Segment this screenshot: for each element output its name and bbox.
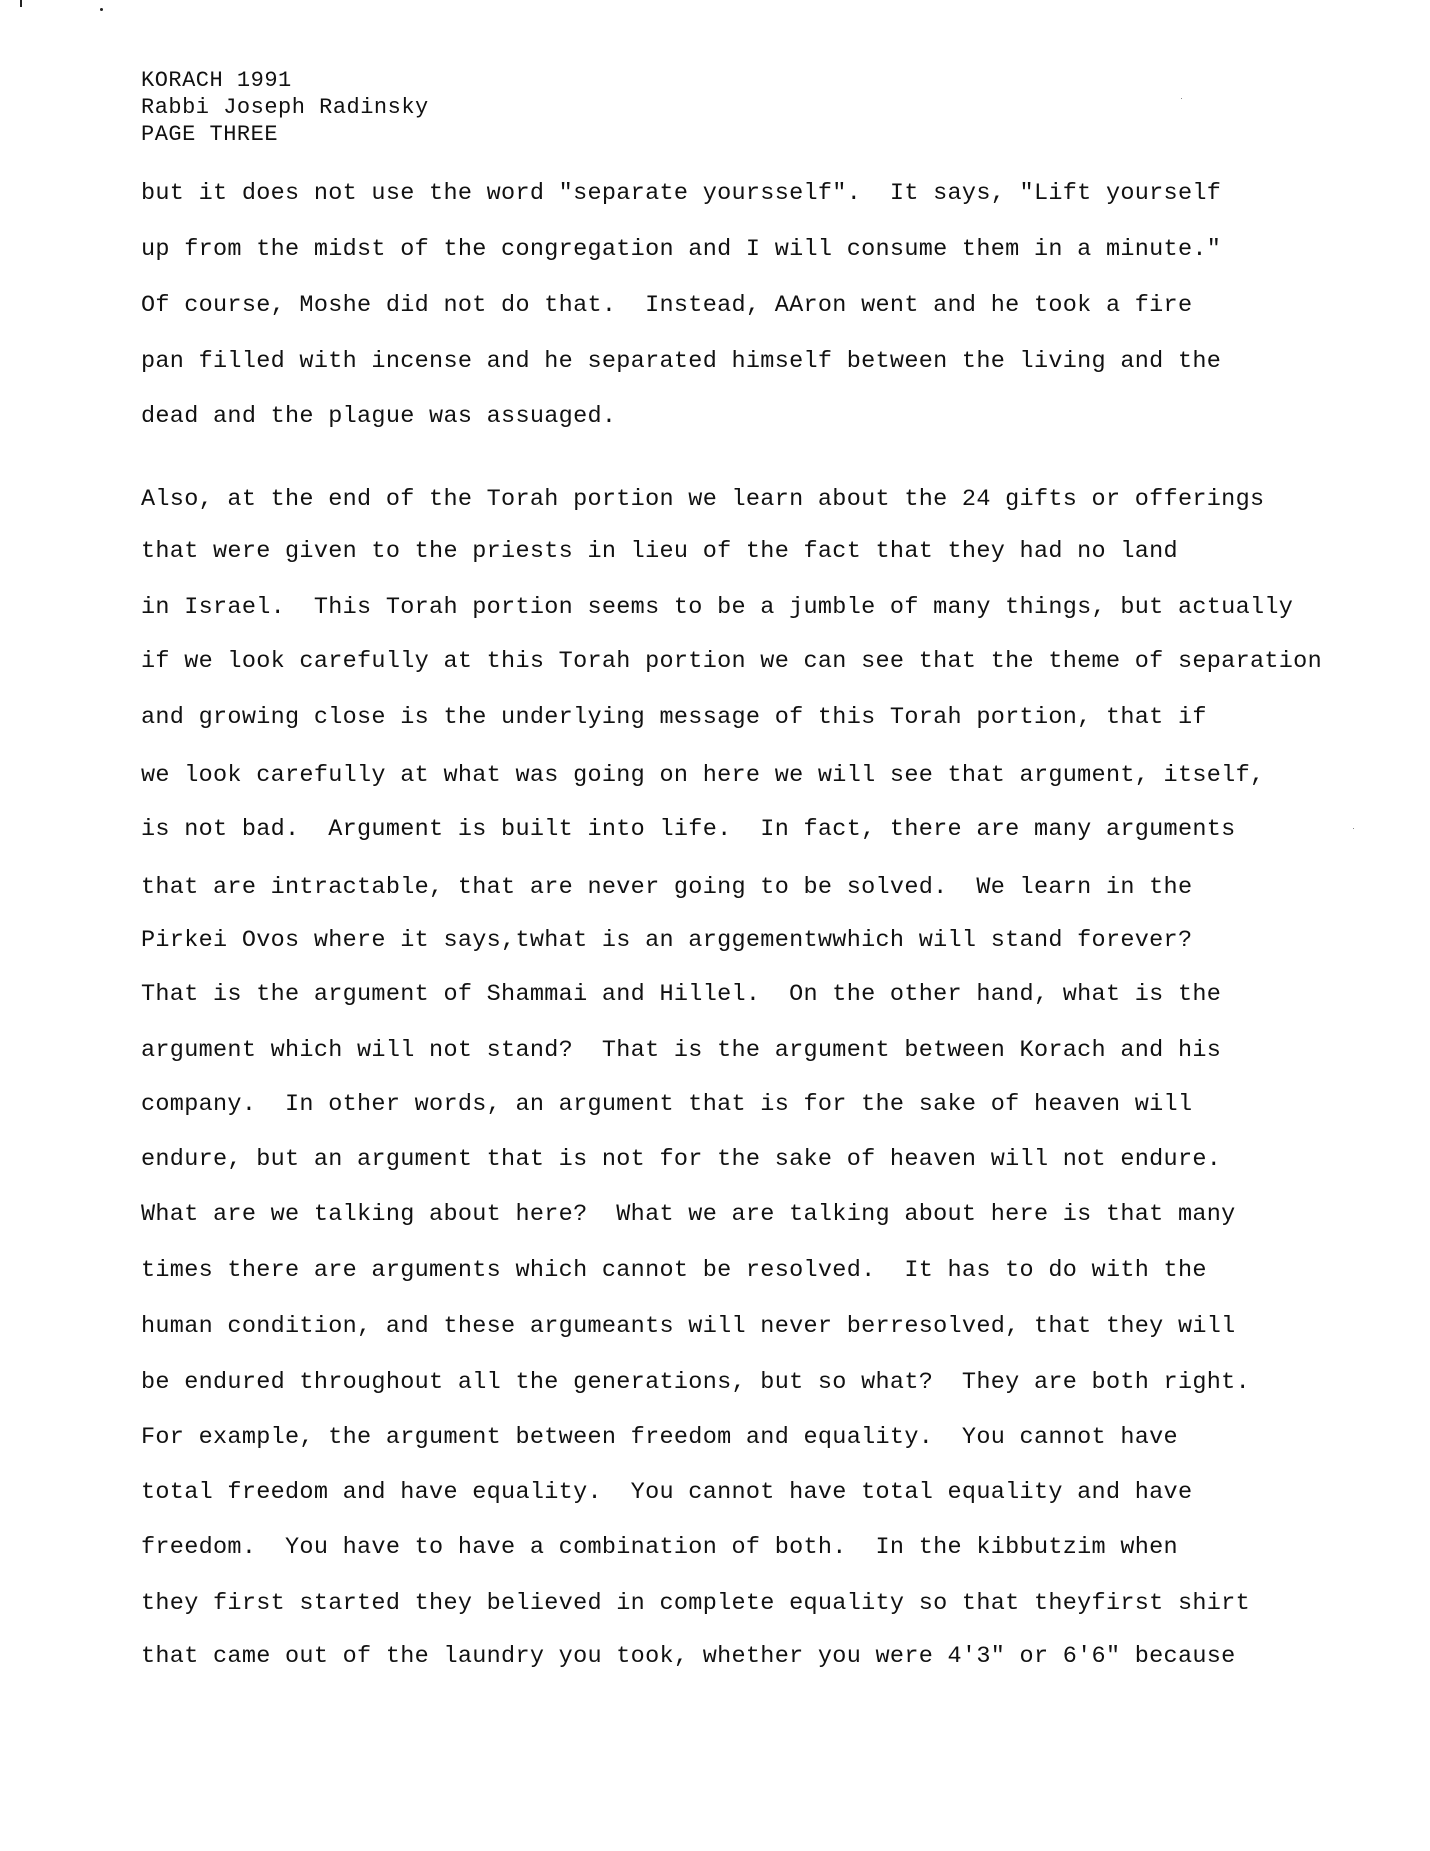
document-title: KORACH 1991 bbox=[141, 68, 292, 93]
text-line: That is the argument of Shammai and Hillel. On the other hand, what is the bbox=[141, 981, 1222, 1008]
text-line: argument which will not stand? That is the argument between Korach and his bbox=[141, 1037, 1222, 1064]
text-line: dead and the plague was assuaged. bbox=[141, 403, 617, 430]
text-line: freedom. You have to have a combination of both. In the kibbutzim when bbox=[141, 1534, 1178, 1561]
text-line: is not bad. Argument is built into life. In fact, there are many arguments bbox=[141, 816, 1236, 843]
document-author: Rabbi Joseph Radinsky bbox=[141, 95, 429, 120]
text-line: pan filled with incense and he separated himself between the living and the bbox=[141, 348, 1222, 375]
text-line: endure, but an argument that is not for the sake of heaven will not endure. bbox=[141, 1146, 1222, 1173]
scan-mark bbox=[1181, 98, 1182, 99]
text-line: times there are arguments which cannot be resolved. It has to do with the bbox=[141, 1257, 1207, 1284]
text-line: be endured throughout all the generations, but so what? They are both right. bbox=[141, 1369, 1250, 1396]
scan-mark bbox=[20, 0, 22, 7]
text-line: in Israel. This Torah portion seems to be a jumble of many things, but actually bbox=[141, 594, 1294, 621]
text-line: if we look carefully at this Torah portion we can see that the theme of separation bbox=[141, 648, 1322, 675]
text-line: human condition, and these argumeants will never berresolved, that they will bbox=[141, 1313, 1236, 1340]
text-line: and growing close is the underlying message of this Torah portion, that if bbox=[141, 704, 1207, 731]
text-line: Also, at the end of the Torah portion we learn about the 24 gifts or offerings bbox=[141, 486, 1265, 513]
text-line: What are we talking about here? What we are talking about here is that many bbox=[141, 1201, 1236, 1228]
text-line: Pirkei Ovos where it says,twhat is an arggementwwhich will stand forever? bbox=[141, 927, 1193, 954]
text-line: that came out of the laundry you took, whether you were 4'3" or 6'6" because bbox=[141, 1643, 1236, 1670]
text-line: total freedom and have equality. You cannot have total equality and have bbox=[141, 1479, 1193, 1506]
scan-mark bbox=[100, 8, 103, 11]
page-label: PAGE THREE bbox=[141, 122, 279, 147]
text-line: company. In other words, an argument that is for the sake of heaven will bbox=[141, 1091, 1193, 1118]
text-line: that are intractable, that are never going to be solved. We learn in the bbox=[141, 874, 1193, 901]
text-line: up from the midst of the congregation and I will consume them in a minute." bbox=[141, 236, 1222, 263]
text-line: that were given to the priests in lieu of the fact that they had no land bbox=[141, 538, 1178, 565]
text-line: but it does not use the word "separate yoursself". It says, "Lift yourself bbox=[141, 180, 1222, 207]
text-line: they first started they believed in complete equality so that theyfirst shirt bbox=[141, 1590, 1250, 1617]
scan-mark bbox=[1353, 828, 1354, 829]
text-line: we look carefully at what was going on here we will see that argument, itself, bbox=[141, 762, 1265, 789]
text-line: Of course, Moshe did not do that. Instead, AAron went and he took a fire bbox=[141, 292, 1193, 319]
text-line: For example, the argument between freedom and equality. You cannot have bbox=[141, 1424, 1178, 1451]
